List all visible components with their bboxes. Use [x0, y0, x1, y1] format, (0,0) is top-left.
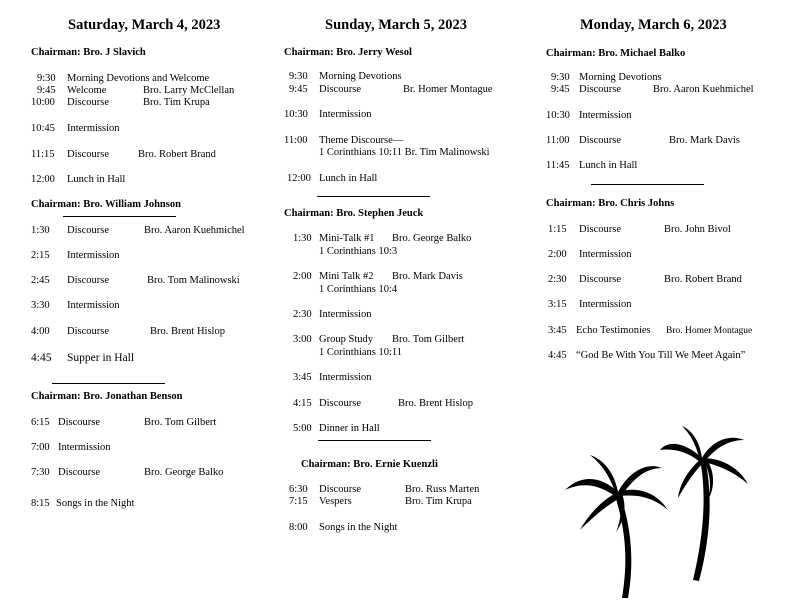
sun-scripture: 1 Corinthians 10:11 Br. Tim Malinowski [319, 147, 490, 158]
sat-label: Discourse [67, 149, 109, 160]
sunday-chairman-2: Chairman: Bro. Stephen Jeuck [284, 208, 424, 219]
sat-speaker: Bro. Tim Krupa [143, 97, 210, 108]
sun-time: 3:45 [293, 372, 312, 383]
palm-frond [702, 438, 744, 461]
sun-speaker: Br. Homer Montague [403, 84, 493, 95]
mon-time: 3:45 [548, 325, 567, 336]
mon-time: 9:45 [551, 84, 570, 95]
sat-time: 9:30 [37, 73, 56, 84]
sun-time: 9:45 [289, 84, 308, 95]
sun-label: Mini-Talk #1 [319, 233, 375, 244]
sun-scripture: 1 Corinthians 10:11 [319, 347, 403, 358]
mon-label: Discourse [579, 224, 621, 235]
mon-label: Intermission [579, 110, 632, 121]
palm-frond [565, 479, 618, 496]
sun-label: Discourse [319, 398, 361, 409]
mon-speaker: Bro. Mark Davis [669, 135, 740, 146]
saturday-chairman-2: Chairman: Bro. William Johnson [31, 199, 181, 210]
sun-time: 11:00 [284, 135, 308, 146]
sun-speaker: Bro. Russ Marten [405, 484, 480, 495]
sat-speaker: Bro. Tom Gilbert [144, 417, 217, 428]
sun-time: 8:00 [289, 522, 308, 533]
sat-label: Discourse [67, 326, 109, 337]
sun-label: Intermission [319, 372, 372, 383]
sun-time: 3:00 [293, 334, 312, 345]
sun-label: Lunch in Hall [319, 173, 378, 184]
sat-time: 2:15 [31, 250, 50, 261]
mon-time: 10:30 [546, 110, 570, 121]
sun-speaker: Bro. George Balko [392, 233, 472, 244]
sat-label: Songs in the Night [56, 498, 135, 509]
sun-time: 12:00 [287, 173, 311, 184]
mon-label: Discourse [579, 135, 621, 146]
sat-label: Lunch in Hall [67, 174, 126, 185]
saturday-chairman-3: Chairman: Bro. Jonathan Benson [31, 391, 183, 402]
mon-time: 11:00 [546, 135, 570, 146]
mon-label: Morning Devotions [579, 72, 662, 83]
sun-speaker: Bro. Tom Gilbert [392, 334, 465, 345]
divider [318, 440, 431, 441]
sat-label: Welcome [67, 85, 107, 96]
sun-time: 6:30 [289, 484, 308, 495]
mon-time: 1:15 [548, 224, 567, 235]
sat-label: Discourse [67, 225, 109, 236]
divider [63, 216, 176, 217]
sun-time: 7:15 [289, 496, 308, 507]
sat-time: 4:45 [31, 352, 52, 364]
sat-time: 2:45 [31, 275, 50, 286]
mon-label: Discourse [579, 274, 621, 285]
sun-label: Songs in the Night [319, 522, 398, 533]
sun-label: Discourse [319, 84, 361, 95]
sat-time: 7:00 [31, 442, 50, 453]
sun-time: 2:00 [293, 271, 312, 282]
sun-label: Vespers [319, 496, 352, 507]
sat-label: Intermission [67, 123, 120, 134]
sat-time: 12:00 [31, 174, 55, 185]
palm-trunk [693, 459, 710, 581]
sat-label: Intermission [58, 442, 111, 453]
sat-time: 11:15 [31, 149, 55, 160]
sat-speaker: Bro. Larry McClellan [143, 85, 235, 96]
sun-label: Intermission [319, 109, 372, 120]
sat-speaker: Bro. Robert Brand [138, 149, 216, 160]
sat-speaker: Bro. George Balko [144, 467, 224, 478]
palm-trees-icon [560, 420, 760, 605]
sun-time: 5:00 [293, 423, 312, 434]
mon-time: 4:45 [548, 350, 567, 361]
mon-label: Discourse [579, 84, 621, 95]
palm-frond [580, 492, 620, 530]
sat-time: 6:15 [31, 417, 50, 428]
sat-time: 10:45 [31, 123, 55, 134]
mon-time: 2:30 [548, 274, 567, 285]
palm-frond [618, 490, 668, 510]
sunday-chairman-1: Chairman: Bro. Jerry Wesol [284, 47, 412, 58]
mon-speaker: Bro. Robert Brand [664, 274, 742, 285]
sun-time: 4:15 [293, 398, 312, 409]
sun-speaker: Bro. Tim Krupa [405, 496, 472, 507]
sat-label: Discourse [58, 467, 100, 478]
sunday-heading: Sunday, March 5, 2023 [325, 17, 467, 33]
sun-speaker: Bro. Brent Hislop [398, 398, 473, 409]
sat-time: 3:30 [31, 300, 50, 311]
sun-label: Group Study [319, 334, 373, 345]
sat-time: 1:30 [31, 225, 50, 236]
sat-speaker: Bro. Brent Hislop [150, 326, 225, 337]
sun-label: Discourse [319, 484, 361, 495]
sun-label: Dinner in Hall [319, 423, 380, 434]
sun-time: 1:30 [293, 233, 312, 244]
mon-speaker: Bro. Homer Montague [666, 326, 753, 336]
monday-chairman-1: Chairman: Bro. Michael Balko [546, 48, 686, 59]
mon-label: “God Be With You Till We Meet Again” [576, 350, 746, 361]
sat-time: 8:15 [31, 498, 50, 509]
sat-time: 4:00 [31, 326, 50, 337]
sun-speaker: Bro. Mark Davis [392, 271, 463, 282]
sat-label: Discourse [67, 275, 109, 286]
sat-time: 7:30 [31, 467, 50, 478]
divider [317, 196, 430, 197]
mon-time: 3:15 [548, 299, 567, 310]
sun-time: 2:30 [293, 309, 312, 320]
mon-label: Echo Testimonies [576, 325, 651, 336]
sat-time: 10:00 [31, 97, 55, 108]
sun-label: Intermission [319, 309, 372, 320]
sun-scripture: 1 Corinthians 10:4 [319, 284, 398, 295]
mon-time: 2:00 [548, 249, 567, 260]
sat-label: Discourse [67, 97, 109, 108]
divider [52, 383, 165, 384]
sunday-chairman-3: Chairman: Bro. Ernie Kuenzli [301, 459, 438, 470]
sat-label: Intermission [67, 250, 120, 261]
sat-speaker: Bro. Tom Malinowski [147, 275, 240, 286]
monday-chairman-2: Chairman: Bro. Chris Johns [546, 198, 675, 209]
monday-heading: Monday, March 6, 2023 [580, 17, 727, 33]
saturday-heading: Saturday, March 4, 2023 [68, 17, 221, 33]
sun-time: 9:30 [289, 71, 308, 82]
saturday-chairman-1: Chairman: Bro. J Slavich [31, 47, 146, 58]
mon-speaker: Bro. John Bivol [664, 224, 731, 235]
sun-label: Mini Talk #2 [319, 271, 374, 282]
sat-label: Supper in Hall [67, 352, 135, 364]
sat-label: Discourse [58, 417, 100, 428]
sat-time: 9:45 [37, 85, 56, 96]
sat-speaker: Bro. Aaron Kuehmichel [144, 225, 245, 236]
sun-label: Morning Devotions [319, 71, 402, 82]
mon-label: Lunch in Hall [579, 160, 638, 171]
sun-label: Theme Discourse— [319, 135, 404, 146]
palm-frond [678, 458, 704, 498]
mon-speaker: Bro. Aaron Kuehmichel [653, 84, 754, 95]
sat-label: Morning Devotions and Welcome [67, 73, 210, 84]
divider [591, 184, 704, 185]
sat-label: Intermission [67, 300, 120, 311]
mon-time: 11:45 [546, 160, 570, 171]
mon-label: Intermission [579, 299, 632, 310]
sun-time: 10:30 [284, 109, 308, 120]
mon-time: 9:30 [551, 72, 570, 83]
sun-scripture: 1 Corinthians 10:3 [319, 246, 398, 257]
mon-label: Intermission [579, 249, 632, 260]
